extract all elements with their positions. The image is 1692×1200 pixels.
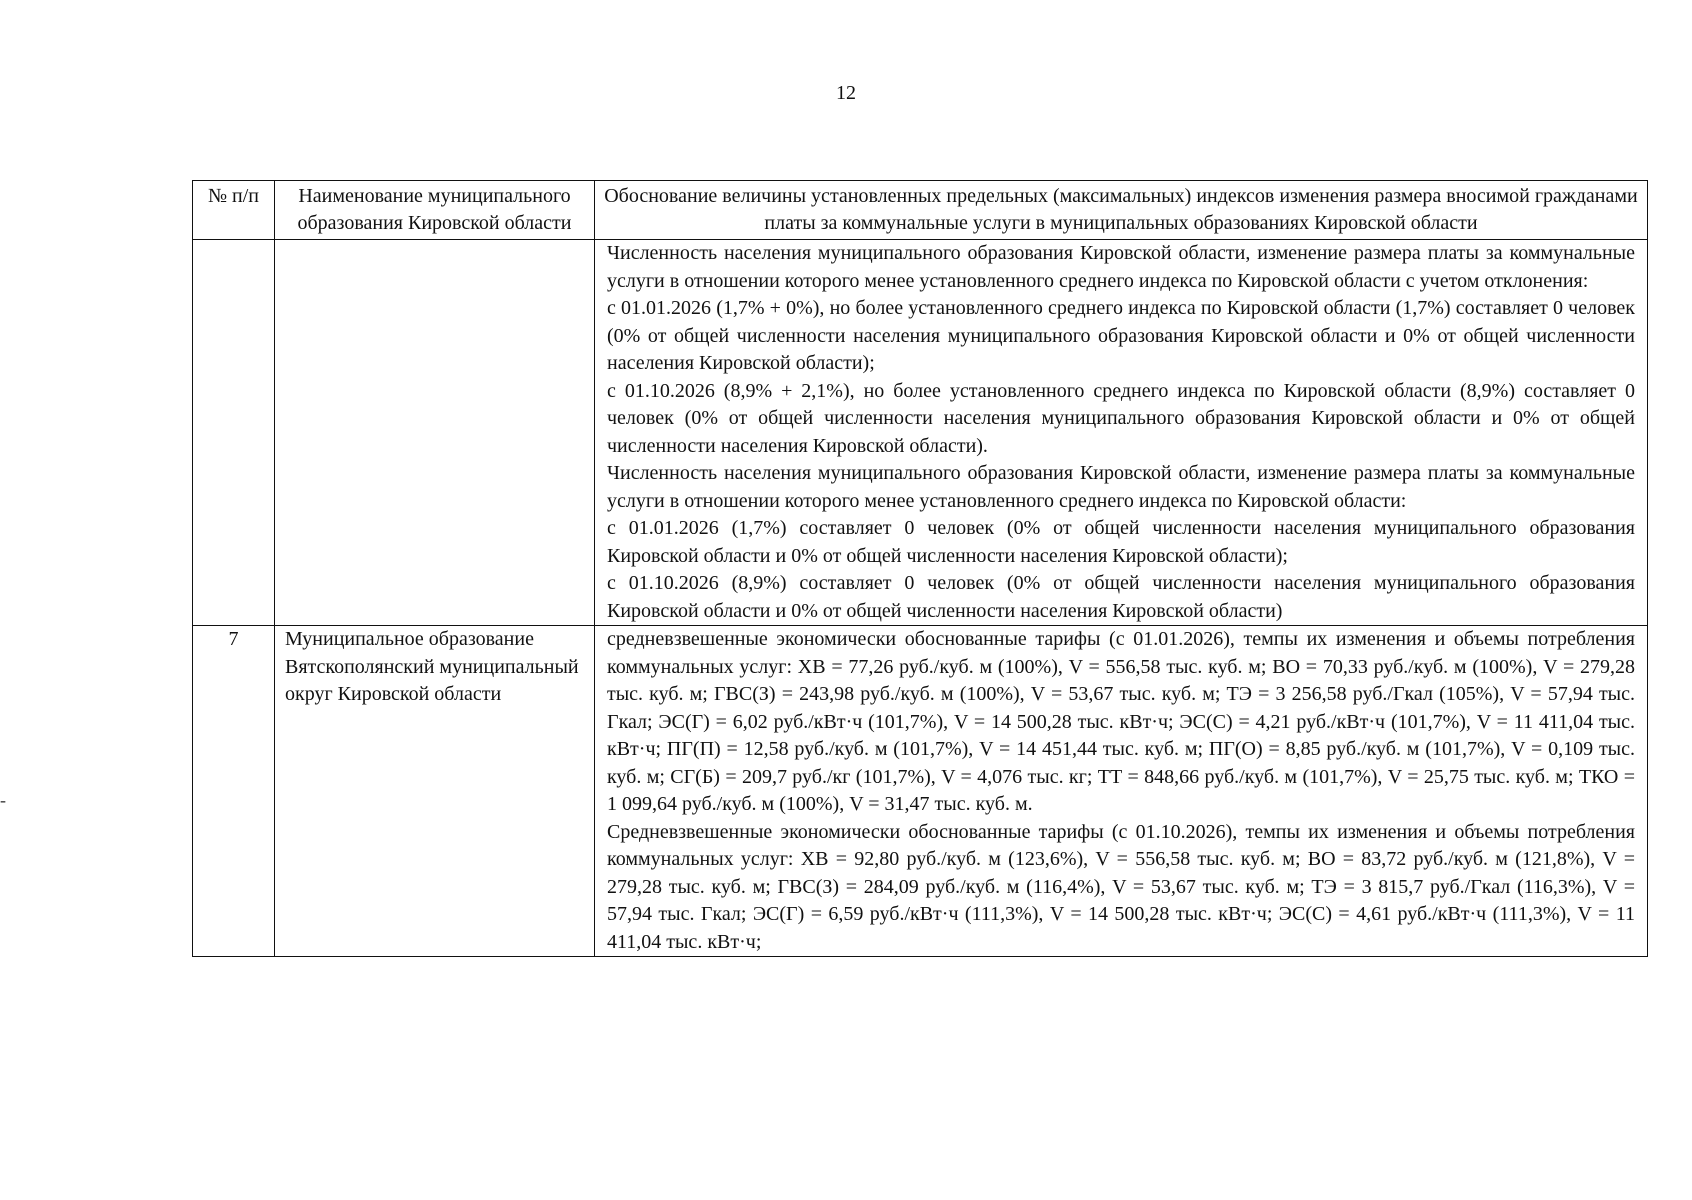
row-name	[275, 240, 595, 626]
justification-paragraph: с 01.01.2026 (1,7% + 0%), но более установленного среднего индекса по Кировской области (1,7%) составляет 0 человек (0% от общей численности населения муниципального образования Кировской области и 0% от общей численности населения Кировской области);	[607, 297, 1635, 374]
scan-mark: -	[0, 790, 6, 810]
row-justification	[595, 240, 1648, 626]
table-row	[193, 240, 1648, 626]
justification-paragraph: Средневзвешенные экономически обоснованные тарифы (с 01.10.2026), темпы их изменения и объемы потребления коммунальных услуг: ХВ = 92,80 руб./куб. м (123,6%), V = 556,58 тыс. куб. м; ВО = 83,72 руб./куб. м (121,8%), V = 279,28 тыс. куб. м; ГВС(З) = 284,09 руб./куб. м (116,4%), V = 53,67 тыс. куб. м; ТЭ = 3 815,7 руб./Гкал (116,3%), V = 57,94 тыс. Гкал; ЭС(Г) = 6,59 руб./кВт·ч (111,3%), V = 14 500,28 тыс. кВт·ч; ЭС(С) = 4,61 руб./кВт·ч (111,3%), V = 11 411,04 тыс. кВт·ч;	[607, 820, 1635, 953]
justification-paragraph: с 01.10.2026 (8,9% + 2,1%), но более установленного среднего индекса по Кировской области (8,9%) составляет 0 человек (0% от общей численности населения муниципального образования Кировской области и 0% от общей численности населения Кировской области).	[607, 379, 1635, 457]
header-name: Наименование муниципального образования Кировской области	[275, 181, 595, 240]
table-row	[193, 626, 1648, 957]
row-num: 7	[193, 626, 275, 957]
justification-paragraph: средневзвешенные экономически обоснованные тарифы (с 01.01.2026), темпы их изменения и объемы потребления коммунальных услуг: ХВ = 77,26 руб./куб. м (100%), V = 556,58 тыс. куб. м; ВО = 70,33 руб./куб. м (100%), V = 279,28 тыс. куб. м; ГВС(З) = 243,98 руб./куб. м (100%), V = 53,67 тыс. куб. м; ТЭ = 3 256,58 руб./Гкал (105%), V = 57,94 тыс. Гкал; ЭС(Г) = 6,02 руб./кВт·ч (101,7%), V = 14 500,28 тыс. кВт·ч; ЭС(С) = 4,21 руб./кВт·ч (101,7%), V = 11 411,04 тыс. кВт·ч; ПГ(П) = 12,58 руб./куб. м (101,7%), V = 14 451,44 тыс. куб. м; ПГ(О) = 8,85 руб./куб. м (101,7%), V = 0,109 тыс. куб. м; СГ(Б) = 209,7 руб./кг (101,7%), V = 4,076 тыс. кг; ТТ = 848,66 руб./куб. м (101,7%), V = 25,75 тыс. куб. м; ТКО = 1 099,64 руб./куб. м (100%), V = 31,47 тыс. куб. м.	[607, 628, 1635, 815]
row-num	[193, 240, 275, 626]
row-name: Муниципальное образование Вятскополянский муниципальный округ Кировской области	[275, 626, 595, 957]
justification-table	[192, 180, 1648, 957]
table-header-row	[193, 181, 1648, 240]
row-justification	[595, 626, 1648, 957]
header-justification: Обоснование величины установленных предельных (максимальных) индексов изменения размера вносимой гражданами платы за коммунальные услуги в муниципальных образованиях Кировской области	[595, 181, 1648, 240]
page-number: 12	[836, 82, 856, 104]
justification-paragraph: с 01.01.2026 (1,7%) составляет 0 человек (0% от общей численности населения муниципального образования Кировской области и 0% от общей численности населения Кировской области);	[607, 517, 1635, 567]
header-num: № п/п	[193, 181, 275, 240]
justification-paragraph: с 01.10.2026 (8,9%) составляет 0 человек (0% от общей численности населения муниципального образования Кировской области и 0% от общей численности населения Кировской области)	[607, 572, 1635, 622]
justification-paragraph: Численность населения муниципального образования Кировской области, изменение размера платы за коммунальные услуги в отношении которого менее установленного среднего индекса по Кировской области с учетом отклонения:	[607, 242, 1635, 292]
justification-paragraph: Численность населения муниципального образования Кировской области, изменение размера платы за коммунальные услуги в отношении которого менее установленного среднего индекса по Кировской области:	[607, 462, 1635, 512]
